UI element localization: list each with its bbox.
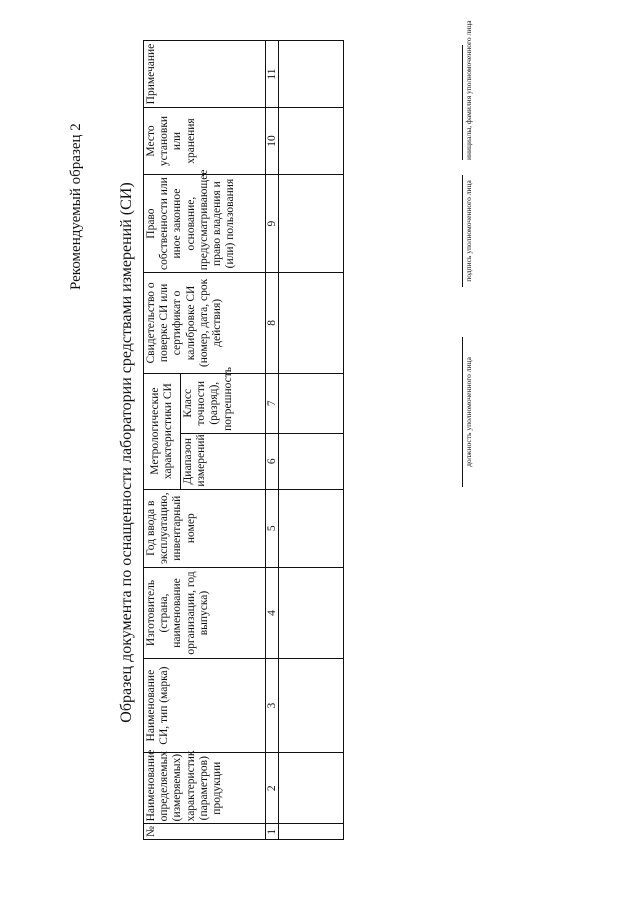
column-number: 3	[266, 659, 279, 753]
column-number: 11	[266, 41, 279, 108]
table-cell	[279, 824, 344, 840]
column-number: 1	[266, 824, 279, 840]
column-number: 4	[266, 567, 279, 659]
table-cell	[279, 273, 344, 373]
signature-line: подпись уполномоченного лица	[462, 175, 473, 287]
table-cell	[279, 659, 344, 753]
table-cell	[279, 567, 344, 659]
column-number: 7	[266, 373, 279, 433]
column-number: 8	[266, 273, 279, 373]
header-verification-certificate: Свидетельство о поверке СИ или сертификат о калибровке СИ (номер, дата, срок действия)	[144, 273, 266, 373]
table-cell	[279, 752, 344, 823]
header-measurement-range: Диапазон измерений	[181, 433, 266, 489]
table-cell	[279, 108, 344, 175]
table-cell	[279, 41, 344, 108]
table-cell	[279, 373, 344, 433]
table-cell	[279, 489, 344, 567]
sample-label: Рекомендуемый образец 2	[68, 123, 84, 290]
column-number: 2	[266, 752, 279, 823]
header-instrument-name: Наименование СИ, тип (марка)	[144, 659, 266, 753]
header-location: Место установки или хранения	[144, 108, 266, 175]
table-row	[279, 41, 344, 840]
column-number: 9	[266, 175, 279, 273]
header-ownership-right: Право собственности или иное законное основание, предусматривающее право владения и (или) пользования	[144, 175, 266, 273]
column-number: 10	[266, 108, 279, 175]
column-number: 5	[266, 489, 279, 567]
page-title: Образец документа по оснащенности лаборатории средствами измерений (СИ)	[118, 182, 135, 723]
position-signature-line: должность уполномоченного лица	[462, 337, 473, 487]
header-note: Примечание	[144, 41, 266, 108]
header-manufacturer: Изготовитель (страна, наименование организации, год выпуска)	[144, 567, 266, 659]
column-number: 6	[266, 433, 279, 489]
equipment-table	[143, 40, 344, 840]
name-signature-line: инициалы, фамилия уполномоченного лица	[464, 20, 473, 160]
table-cell	[279, 175, 344, 273]
table-row	[266, 41, 279, 840]
header-number: №	[144, 824, 266, 840]
header-characteristics: Наименование определяемых (измеряемых) характеристик (параметров) продукции	[144, 752, 266, 823]
header-metrological-group: Метрологические характеристики СИ	[144, 373, 181, 489]
header-commission-year: Год ввода в эксплуатацию, инвентарный номер	[144, 489, 266, 567]
table-cell	[279, 433, 344, 489]
header-accuracy-class: Класс точности (разряд), погрешность	[181, 373, 266, 433]
